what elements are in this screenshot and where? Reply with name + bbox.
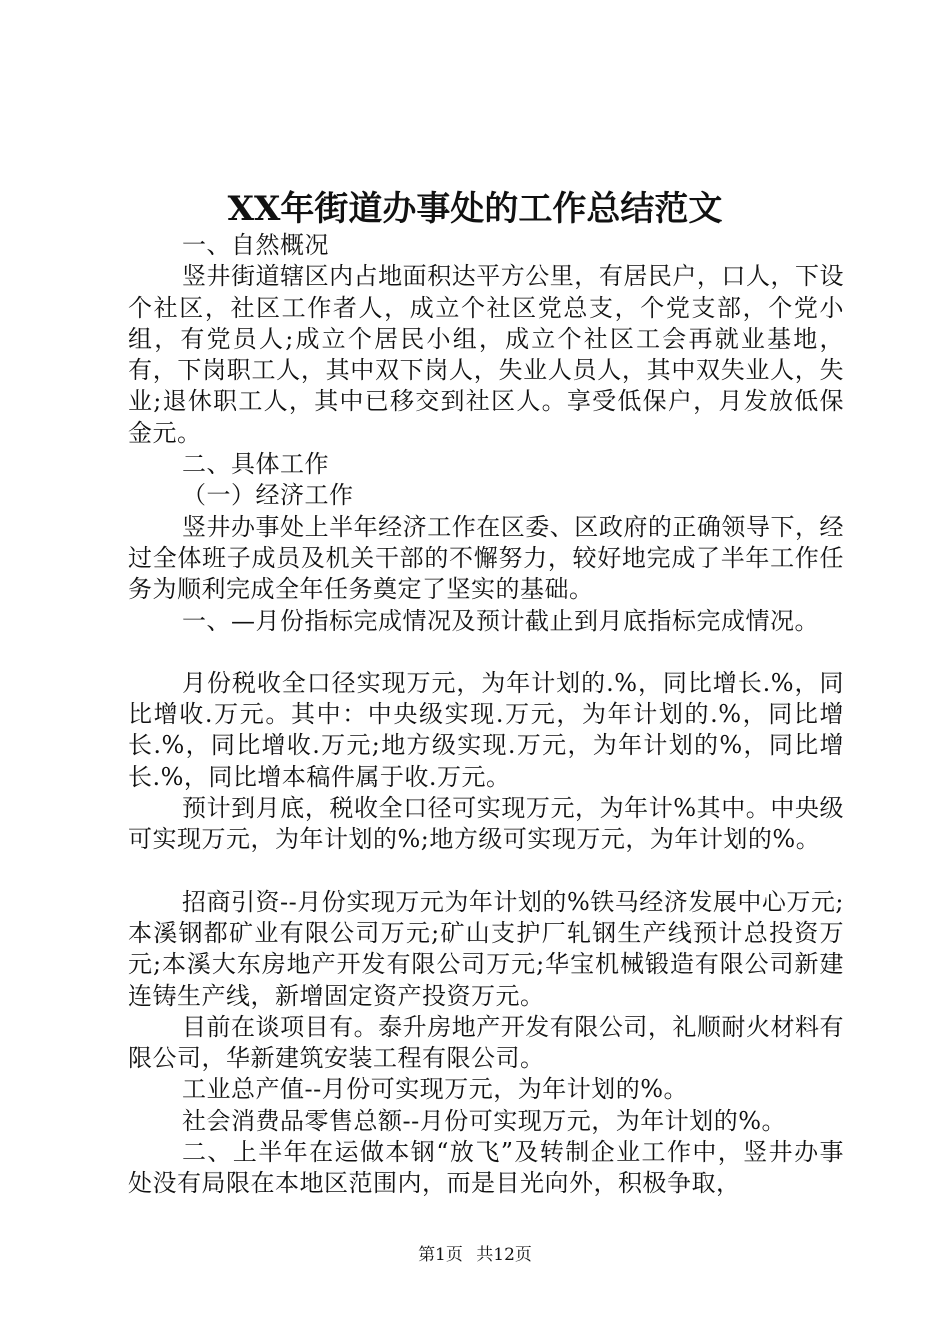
page-total: 共12页 bbox=[476, 1245, 532, 1265]
paragraph-enterprise-work: 二、上半年在运做本钢“放飞”及转制企业工作中，竖井办事处没有局限在本地区范围内，而是目光向外，积极争取， bbox=[128, 1138, 844, 1198]
paragraph-projects: 目前在谈项目有。泰升房地产开发有限公司，礼顺耐火材料有限公司，华新建筑安装工程有限公司。 bbox=[128, 1012, 844, 1073]
paragraph-industrial-output: 工业总产值--月份可实现万元，为年计划的%。 bbox=[182, 1075, 689, 1104]
page-title: XX年街道办事处的工作总结范文 bbox=[227, 189, 723, 229]
section-heading-work: 二、具体工作 bbox=[182, 450, 329, 479]
page-footer bbox=[0, 1243, 950, 1267]
paragraph-economy-intro: 竖井办事处上半年经济工作在区委、区政府的正确领导下，经过全体班子成员及机关干部的不懈努力，较好地完成了半年工作任务为顺利完成全年任务奠定了坚实的基础。 bbox=[128, 512, 844, 604]
paragraph-gap bbox=[128, 637, 844, 668]
section-heading-overview: 一、自然概况 bbox=[182, 231, 329, 259]
page-number: 第1页 bbox=[418, 1245, 463, 1265]
paragraph-overview: 竖井街道辖区内占地面积达平方公里，有居民户，口人，下设个社区，社区工作者人，成立个社区党总支，个党支部，个党小组，有党员人;成立个居民小组，成立个社区工会再就业基地，有，下岗职工人，其中双下岗人，失业人员人，其中双失业人，失业;退休职工人，其中已移交到社区人。享受低保户，月发放低保金元。 bbox=[128, 262, 844, 447]
paragraph-tax-forecast: 预计到月底，税收全口径可实现万元，为年计%其中。中央级可实现万元，为年计划的%;地方级可实现万元，为年计划的%。 bbox=[128, 794, 844, 854]
paragraph-retail-sales: 社会消费品零售总额--月份可实现万元，为年计划的%。 bbox=[182, 1106, 787, 1135]
paragraph-indicator-heading: 一、—月份指标完成情况及预计截止到月底指标完成情况。 bbox=[182, 606, 819, 635]
paragraph-gap bbox=[128, 856, 844, 887]
paragraph-investment: 招商引资--月份实现万元为年计划的%铁马经济发展中心万元;本溪钢都矿业有限公司万元;矿山支护厂轧钢生产线预计总投资万元;本溪大东房地产开发有限公司万元;华宝机械锻造有限公司新建连铸生产线，新增固定资产投资万元。 bbox=[128, 887, 844, 1010]
paragraph-tax-revenue: 月份税收全口径实现万元，为年计划的.%，同比增长.%，同比增收.万元。其中：中央级实现.万元，为年计划的.%，同比增长.%，同比增收.万元;地方级实现.万元，为年计划的%，同比增长.%，同比增本稿件属于收.万元。 bbox=[128, 668, 844, 791]
document-body bbox=[128, 230, 844, 1200]
subsection-heading-economy: （一）经济工作 bbox=[182, 481, 354, 510]
